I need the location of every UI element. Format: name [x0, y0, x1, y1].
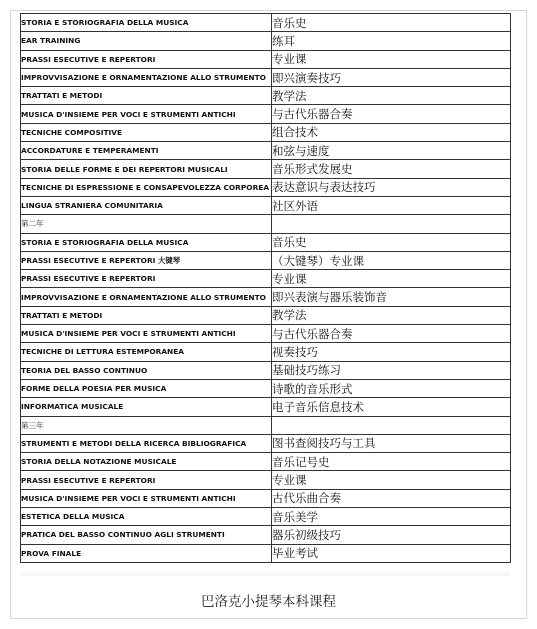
course-chinese-name: 音乐美学: [272, 508, 511, 526]
course-italian-name: STORIA DELLE FORME E DEI REPERTORI MUSICALI: [21, 160, 272, 178]
course-chinese-name: 古代乐曲合奏: [272, 489, 511, 507]
course-chinese-name: （大键琴）专业课: [272, 251, 511, 269]
course-chinese-name: 音乐史: [272, 233, 511, 251]
table-row: [21, 142, 511, 160]
course-italian-name: STORIA E STORIOGRAFIA DELLA MUSICA: [21, 14, 272, 32]
table-row: [21, 196, 511, 214]
table-row: [21, 434, 511, 452]
course-chinese-name: 表达意识与表达技巧: [272, 178, 511, 196]
course-italian-name: TECNICHE DI ESPRESSIONE E CONSAPEVOLEZZA CORPOREA: [21, 178, 272, 196]
image-crop-fade: [20, 570, 510, 576]
course-chinese-name: 与古代乐器合奏: [272, 105, 511, 123]
course-italian-name: PRASSI ESECUTIVE E REPERTORI: [21, 471, 272, 489]
table-row: [21, 68, 511, 86]
figure-caption: 巴洛克小提琴本科课程: [201, 594, 336, 610]
course-chinese-name: 组合技术: [272, 123, 511, 141]
course-chinese-name: 毕业考试: [272, 544, 511, 562]
course-italian-name: INFORMATICA MUSICALE: [21, 398, 272, 416]
table-row: [21, 471, 511, 489]
table-row: [21, 123, 511, 141]
course-chinese-name: 专业课: [272, 471, 511, 489]
table-row: [21, 489, 511, 507]
course-chinese-name: 器乐初级技巧: [272, 526, 511, 544]
course-italian-name: LINGUA STRANIERA COMUNITARIA: [21, 196, 272, 214]
course-italian-name: EAR TRAINING: [21, 32, 272, 50]
course-chinese-name: 专业课: [272, 270, 511, 288]
table-row: [21, 50, 511, 68]
course-italian-name: TEORIA DEL BASSO CONTINUO: [21, 361, 272, 379]
year-divider-row: [21, 416, 511, 434]
course-italian-name: TRATTATI E METODI: [21, 87, 272, 105]
course-chinese-name: 练耳: [272, 32, 511, 50]
course-chinese-name: 音乐记号史: [272, 453, 511, 471]
course-italian-name: PROVA FINALE: [21, 544, 272, 562]
table-row: [21, 325, 511, 343]
course-chinese-name: 图书查阅技巧与工具: [272, 434, 511, 452]
course-italian-name: ACCORDATURE E TEMPERAMENTI: [21, 142, 272, 160]
table-row: [21, 14, 511, 32]
table-row: [21, 105, 511, 123]
table-row: [21, 270, 511, 288]
course-chinese-name: 社区外语: [272, 196, 511, 214]
course-italian-name: ESTETICA DELLA MUSICA: [21, 508, 272, 526]
course-italian-name: MUSICA D'INSIEME PER VOCI E STRUMENTI ANTICHI: [21, 105, 272, 123]
course-italian-name: MUSICA D'INSIEME PER VOCI E STRUMENTI ANTICHI: [21, 489, 272, 507]
course-italian-name: PRASSI ESECUTIVE E REPERTORI: [21, 270, 272, 288]
course-chinese-name: 音乐史: [272, 14, 511, 32]
table-row: [21, 178, 511, 196]
year-label: 第二年: [21, 215, 272, 233]
course-italian-name: IMPROVVISAZIONE E ORNAMENTAZIONE ALLO STRUMENTO: [21, 68, 272, 86]
course-chinese-name: 教学法: [272, 87, 511, 105]
course-italian-name: IMPROVVISAZIONE E ORNAMENTAZIONE ALLO STRUMENTO: [21, 288, 272, 306]
course-chinese-name: 专业课: [272, 50, 511, 68]
course-chinese-name: 即兴演奏技巧: [272, 68, 511, 86]
course-italian-name: TECNICHE COMPOSITIVE: [21, 123, 272, 141]
course-italian-name: PRASSI ESECUTIVE E REPERTORI 大键琴: [21, 251, 272, 269]
year-empty-cell: [272, 416, 511, 434]
course-chinese-name: 基础技巧练习: [272, 361, 511, 379]
table-row: [21, 343, 511, 361]
table-row: [21, 32, 511, 50]
course-italian-name: TRATTATI E METODI: [21, 306, 272, 324]
course-italian-name: MUSICA D'INSIEME PER VOCI E STRUMENTI ANTICHI: [21, 325, 272, 343]
course-chinese-name: 与古代乐器合奏: [272, 325, 511, 343]
course-italian-name: FORME DELLA POESIA PER MUSICA: [21, 379, 272, 397]
table-row: [21, 233, 511, 251]
table-row: [21, 361, 511, 379]
course-table: [20, 13, 511, 563]
course-chinese-name: 音乐形式发展史: [272, 160, 511, 178]
table-row: [21, 453, 511, 471]
course-italian-name: TECNICHE DI LETTURA ESTEMPORANEA: [21, 343, 272, 361]
course-italian-name: PRASSI ESECUTIVE E REPERTORI: [21, 50, 272, 68]
course-chinese-name: 电子音乐信息技术: [272, 398, 511, 416]
course-chinese-name: 即兴表演与器乐装饰音: [272, 288, 511, 306]
year-divider-row: [21, 215, 511, 233]
course-chinese-name: 和弦与速度: [272, 142, 511, 160]
year-empty-cell: [272, 215, 511, 233]
table-row: [21, 288, 511, 306]
table-row: [21, 398, 511, 416]
course-italian-name: STRUMENTI E METODI DELLA RICERCA BIBLIOGRAFICA: [21, 434, 272, 452]
course-italian-name: STORIA DELLA NOTAZIONE MUSICALE: [21, 453, 272, 471]
table-row: [21, 379, 511, 397]
table-row: [21, 508, 511, 526]
course-chinese-name: 诗歌的音乐形式: [272, 379, 511, 397]
table-row: [21, 87, 511, 105]
table-row: [21, 544, 511, 562]
course-chinese-name: 视奏技巧: [272, 343, 511, 361]
course-chinese-name: 教学法: [272, 306, 511, 324]
course-italian-name: PRATICA DEL BASSO CONTINUO AGLI STRUMENTI: [21, 526, 272, 544]
table-row: [21, 251, 511, 269]
course-italian-name: STORIA E STORIOGRAFIA DELLA MUSICA: [21, 233, 272, 251]
table-row: [21, 526, 511, 544]
table-row: [21, 160, 511, 178]
course-table-body: [21, 14, 511, 563]
table-row: [21, 306, 511, 324]
year-label: 第三年: [21, 416, 272, 434]
